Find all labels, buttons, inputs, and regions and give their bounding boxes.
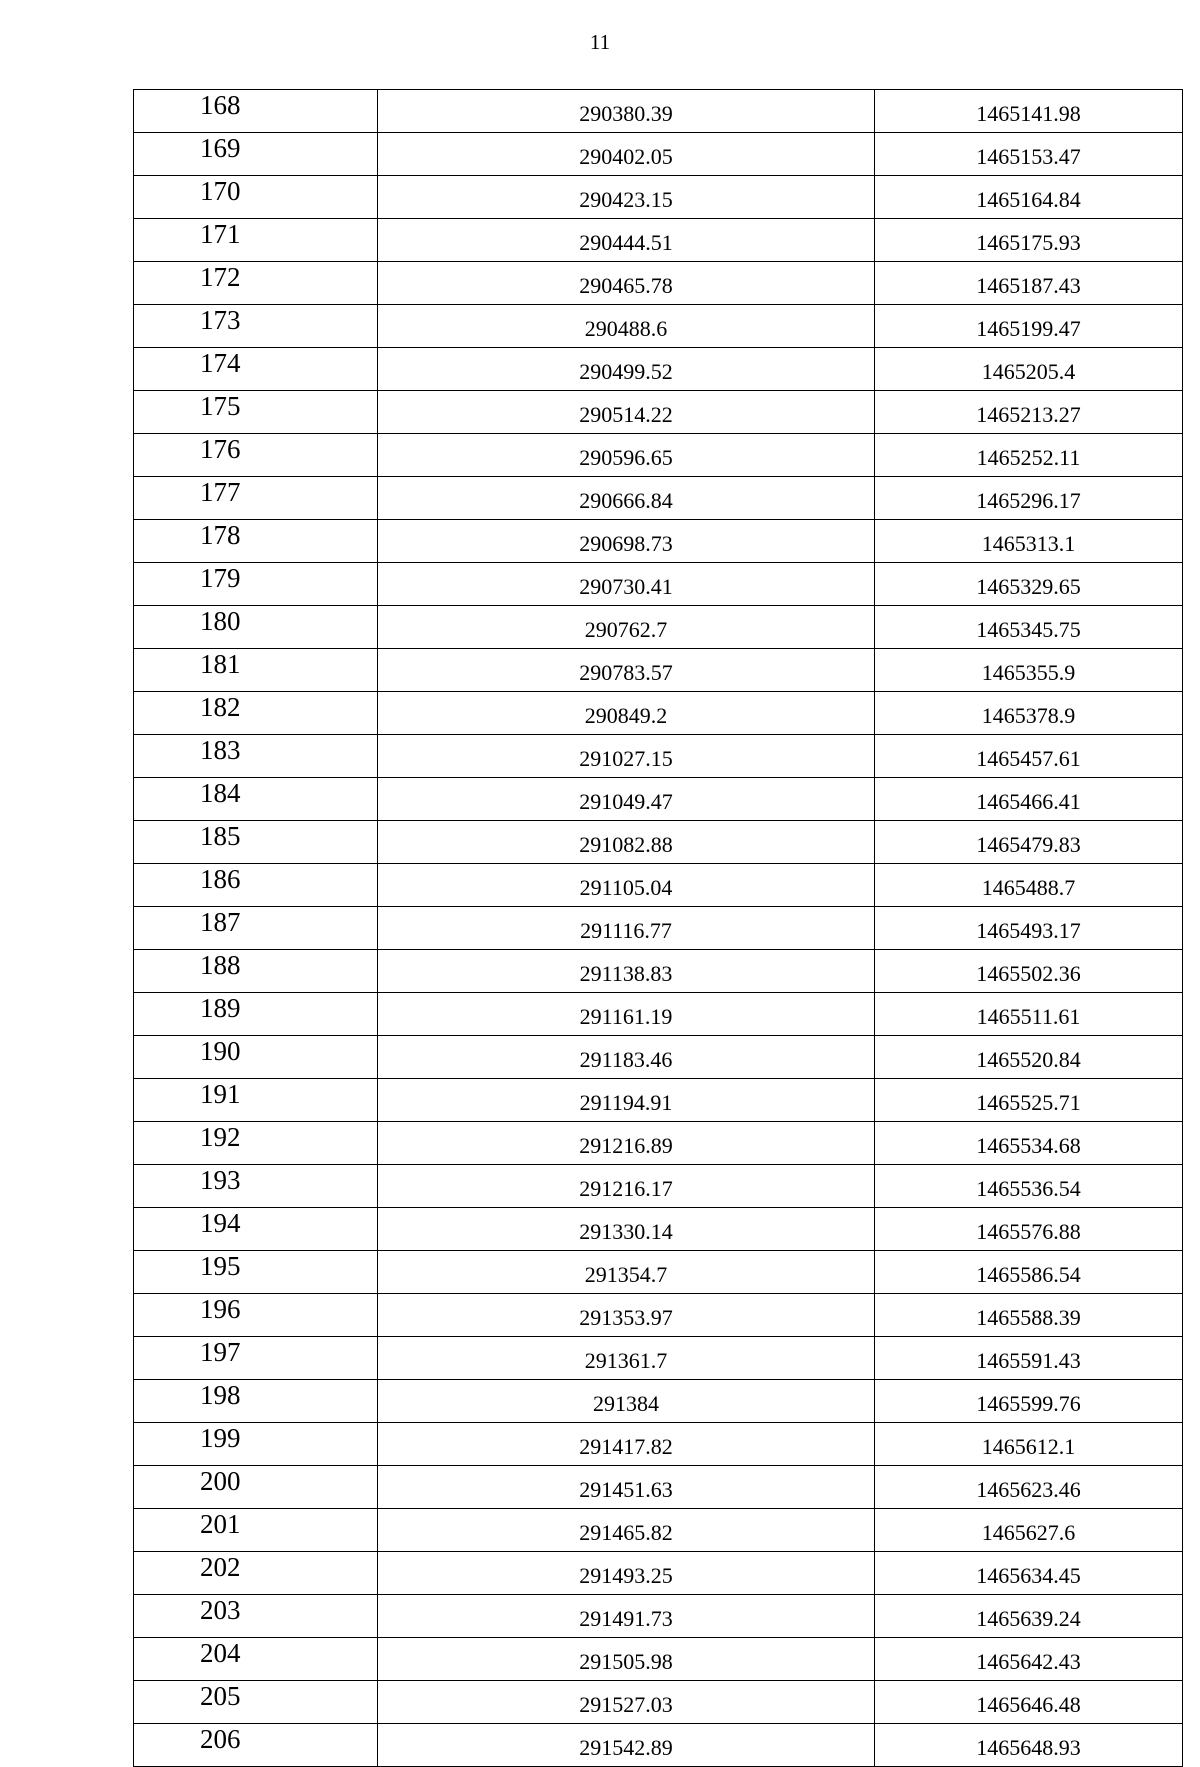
table-row bbox=[134, 692, 1183, 735]
x-coordinate-cell: 290783.57 bbox=[378, 649, 875, 692]
table-row bbox=[134, 606, 1183, 649]
table-row bbox=[134, 907, 1183, 950]
y-coordinate-cell: 1465525.71 bbox=[875, 1079, 1183, 1122]
y-coordinate-cell: 1465164.84 bbox=[875, 176, 1183, 219]
y-coordinate-cell: 1465187.43 bbox=[875, 262, 1183, 305]
x-coordinate-cell: 291505.98 bbox=[378, 1638, 875, 1681]
table-row bbox=[134, 993, 1183, 1036]
x-coordinate-cell: 290698.73 bbox=[378, 520, 875, 563]
point-number-cell: 197 bbox=[134, 1337, 378, 1380]
point-number-cell: 204 bbox=[134, 1638, 378, 1681]
x-coordinate-cell: 290423.15 bbox=[378, 176, 875, 219]
point-number-cell: 176 bbox=[134, 434, 378, 477]
table-row bbox=[134, 133, 1183, 176]
x-coordinate-cell: 290849.2 bbox=[378, 692, 875, 735]
x-coordinate-cell: 290402.05 bbox=[378, 133, 875, 176]
point-number-cell: 169 bbox=[134, 133, 378, 176]
table-row bbox=[134, 1724, 1183, 1767]
x-coordinate-cell: 291353.97 bbox=[378, 1294, 875, 1337]
y-coordinate-cell: 1465479.83 bbox=[875, 821, 1183, 864]
y-coordinate-cell: 1465588.39 bbox=[875, 1294, 1183, 1337]
y-coordinate-cell: 1465634.45 bbox=[875, 1552, 1183, 1595]
point-number-cell: 179 bbox=[134, 563, 378, 606]
table-row bbox=[134, 520, 1183, 563]
y-coordinate-cell: 1465623.46 bbox=[875, 1466, 1183, 1509]
table-row bbox=[134, 1380, 1183, 1423]
x-coordinate-cell: 291465.82 bbox=[378, 1509, 875, 1552]
y-coordinate-cell: 1465213.27 bbox=[875, 391, 1183, 434]
x-coordinate-cell: 290488.6 bbox=[378, 305, 875, 348]
point-number-cell: 178 bbox=[134, 520, 378, 563]
point-number-cell: 168 bbox=[134, 90, 378, 133]
point-number-cell: 191 bbox=[134, 1079, 378, 1122]
y-coordinate-cell: 1465296.17 bbox=[875, 477, 1183, 520]
y-coordinate-cell: 1465511.61 bbox=[875, 993, 1183, 1036]
y-coordinate-cell: 1465252.11 bbox=[875, 434, 1183, 477]
x-coordinate-cell: 291361.7 bbox=[378, 1337, 875, 1380]
y-coordinate-cell: 1465534.68 bbox=[875, 1122, 1183, 1165]
x-coordinate-cell: 290465.78 bbox=[378, 262, 875, 305]
y-coordinate-cell: 1465199.47 bbox=[875, 305, 1183, 348]
y-coordinate-cell: 1465646.48 bbox=[875, 1681, 1183, 1724]
y-coordinate-cell: 1465502.36 bbox=[875, 950, 1183, 993]
table-row bbox=[134, 477, 1183, 520]
table-row bbox=[134, 1638, 1183, 1681]
table-row bbox=[134, 1208, 1183, 1251]
point-number-cell: 199 bbox=[134, 1423, 378, 1466]
y-coordinate-cell: 1465648.93 bbox=[875, 1724, 1183, 1767]
y-coordinate-cell: 1465175.93 bbox=[875, 219, 1183, 262]
point-number-cell: 193 bbox=[134, 1165, 378, 1208]
point-number-cell: 173 bbox=[134, 305, 378, 348]
point-number-cell: 186 bbox=[134, 864, 378, 907]
table-row bbox=[134, 1122, 1183, 1165]
table-row bbox=[134, 348, 1183, 391]
table-row bbox=[134, 1552, 1183, 1595]
y-coordinate-cell: 1465591.43 bbox=[875, 1337, 1183, 1380]
y-coordinate-cell: 1465329.65 bbox=[875, 563, 1183, 606]
x-coordinate-cell: 291183.46 bbox=[378, 1036, 875, 1079]
point-number-cell: 200 bbox=[134, 1466, 378, 1509]
x-coordinate-cell: 290514.22 bbox=[378, 391, 875, 434]
point-number-cell: 206 bbox=[134, 1724, 378, 1767]
point-number-cell: 174 bbox=[134, 348, 378, 391]
table-row bbox=[134, 305, 1183, 348]
point-number-cell: 172 bbox=[134, 262, 378, 305]
point-number-cell: 181 bbox=[134, 649, 378, 692]
x-coordinate-cell: 291384 bbox=[378, 1380, 875, 1423]
table-row bbox=[134, 1595, 1183, 1638]
x-coordinate-cell: 291417.82 bbox=[378, 1423, 875, 1466]
point-number-cell: 182 bbox=[134, 692, 378, 735]
point-number-cell: 192 bbox=[134, 1122, 378, 1165]
point-number-cell: 177 bbox=[134, 477, 378, 520]
x-coordinate-cell: 291491.73 bbox=[378, 1595, 875, 1638]
table-row bbox=[134, 262, 1183, 305]
point-number-cell: 201 bbox=[134, 1509, 378, 1552]
table-row bbox=[134, 90, 1183, 133]
y-coordinate-cell: 1465493.17 bbox=[875, 907, 1183, 950]
x-coordinate-cell: 291138.83 bbox=[378, 950, 875, 993]
point-number-cell: 188 bbox=[134, 950, 378, 993]
point-number-cell: 196 bbox=[134, 1294, 378, 1337]
table-row bbox=[134, 1079, 1183, 1122]
table-row bbox=[134, 391, 1183, 434]
x-coordinate-cell: 290730.41 bbox=[378, 563, 875, 606]
table-row bbox=[134, 778, 1183, 821]
table-row bbox=[134, 1251, 1183, 1294]
point-number-cell: 175 bbox=[134, 391, 378, 434]
point-number-cell: 198 bbox=[134, 1380, 378, 1423]
point-number-cell: 189 bbox=[134, 993, 378, 1036]
x-coordinate-cell: 291330.14 bbox=[378, 1208, 875, 1251]
point-number-cell: 203 bbox=[134, 1595, 378, 1638]
table-row bbox=[134, 434, 1183, 477]
table-row bbox=[134, 563, 1183, 606]
x-coordinate-cell: 290444.51 bbox=[378, 219, 875, 262]
table-row bbox=[134, 1294, 1183, 1337]
table-row bbox=[134, 950, 1183, 993]
table-row bbox=[134, 1165, 1183, 1208]
table-row bbox=[134, 735, 1183, 778]
y-coordinate-cell: 1465313.1 bbox=[875, 520, 1183, 563]
y-coordinate-cell: 1465488.7 bbox=[875, 864, 1183, 907]
point-number-cell: 180 bbox=[134, 606, 378, 649]
y-coordinate-cell: 1465586.54 bbox=[875, 1251, 1183, 1294]
table-row bbox=[134, 821, 1183, 864]
x-coordinate-cell: 291493.25 bbox=[378, 1552, 875, 1595]
y-coordinate-cell: 1465536.54 bbox=[875, 1165, 1183, 1208]
point-number-cell: 202 bbox=[134, 1552, 378, 1595]
x-coordinate-cell: 290666.84 bbox=[378, 477, 875, 520]
point-number-cell: 195 bbox=[134, 1251, 378, 1294]
point-number-cell: 205 bbox=[134, 1681, 378, 1724]
y-coordinate-cell: 1465576.88 bbox=[875, 1208, 1183, 1251]
x-coordinate-cell: 291451.63 bbox=[378, 1466, 875, 1509]
point-number-cell: 187 bbox=[134, 907, 378, 950]
page-number: 11 bbox=[589, 30, 611, 54]
y-coordinate-cell: 1465642.43 bbox=[875, 1638, 1183, 1681]
y-coordinate-cell: 1465466.41 bbox=[875, 778, 1183, 821]
y-coordinate-cell: 1465355.9 bbox=[875, 649, 1183, 692]
point-number-cell: 185 bbox=[134, 821, 378, 864]
y-coordinate-cell: 1465141.98 bbox=[875, 90, 1183, 133]
table-row bbox=[134, 1466, 1183, 1509]
x-coordinate-cell: 291527.03 bbox=[378, 1681, 875, 1724]
table-row bbox=[134, 176, 1183, 219]
point-number-cell: 170 bbox=[134, 176, 378, 219]
table-row bbox=[134, 219, 1183, 262]
y-coordinate-cell: 1465612.1 bbox=[875, 1423, 1183, 1466]
table-row bbox=[134, 649, 1183, 692]
table-row bbox=[134, 1337, 1183, 1380]
point-number-cell: 171 bbox=[134, 219, 378, 262]
x-coordinate-cell: 291049.47 bbox=[378, 778, 875, 821]
x-coordinate-cell: 291216.89 bbox=[378, 1122, 875, 1165]
point-number-cell: 194 bbox=[134, 1208, 378, 1251]
y-coordinate-cell: 1465627.6 bbox=[875, 1509, 1183, 1552]
x-coordinate-cell: 290762.7 bbox=[378, 606, 875, 649]
y-coordinate-cell: 1465205.4 bbox=[875, 348, 1183, 391]
x-coordinate-cell: 291354.7 bbox=[378, 1251, 875, 1294]
y-coordinate-cell: 1465457.61 bbox=[875, 735, 1183, 778]
x-coordinate-cell: 291194.91 bbox=[378, 1079, 875, 1122]
y-coordinate-cell: 1465378.9 bbox=[875, 692, 1183, 735]
table-row bbox=[134, 864, 1183, 907]
table-row bbox=[134, 1681, 1183, 1724]
y-coordinate-cell: 1465520.84 bbox=[875, 1036, 1183, 1079]
x-coordinate-cell: 291082.88 bbox=[378, 821, 875, 864]
coordinates-table bbox=[133, 89, 1183, 1767]
y-coordinate-cell: 1465345.75 bbox=[875, 606, 1183, 649]
x-coordinate-cell: 291542.89 bbox=[378, 1724, 875, 1767]
y-coordinate-cell: 1465639.24 bbox=[875, 1595, 1183, 1638]
point-number-cell: 183 bbox=[134, 735, 378, 778]
point-number-cell: 190 bbox=[134, 1036, 378, 1079]
point-number-cell: 184 bbox=[134, 778, 378, 821]
x-coordinate-cell: 291161.19 bbox=[378, 993, 875, 1036]
table-row bbox=[134, 1509, 1183, 1552]
coordinates-table-body bbox=[134, 90, 1183, 1767]
x-coordinate-cell: 291027.15 bbox=[378, 735, 875, 778]
y-coordinate-cell: 1465153.47 bbox=[875, 133, 1183, 176]
x-coordinate-cell: 291105.04 bbox=[378, 864, 875, 907]
table-row bbox=[134, 1036, 1183, 1079]
x-coordinate-cell: 291116.77 bbox=[378, 907, 875, 950]
x-coordinate-cell: 290499.52 bbox=[378, 348, 875, 391]
x-coordinate-cell: 290380.39 bbox=[378, 90, 875, 133]
x-coordinate-cell: 291216.17 bbox=[378, 1165, 875, 1208]
y-coordinate-cell: 1465599.76 bbox=[875, 1380, 1183, 1423]
x-coordinate-cell: 290596.65 bbox=[378, 434, 875, 477]
table-row bbox=[134, 1423, 1183, 1466]
